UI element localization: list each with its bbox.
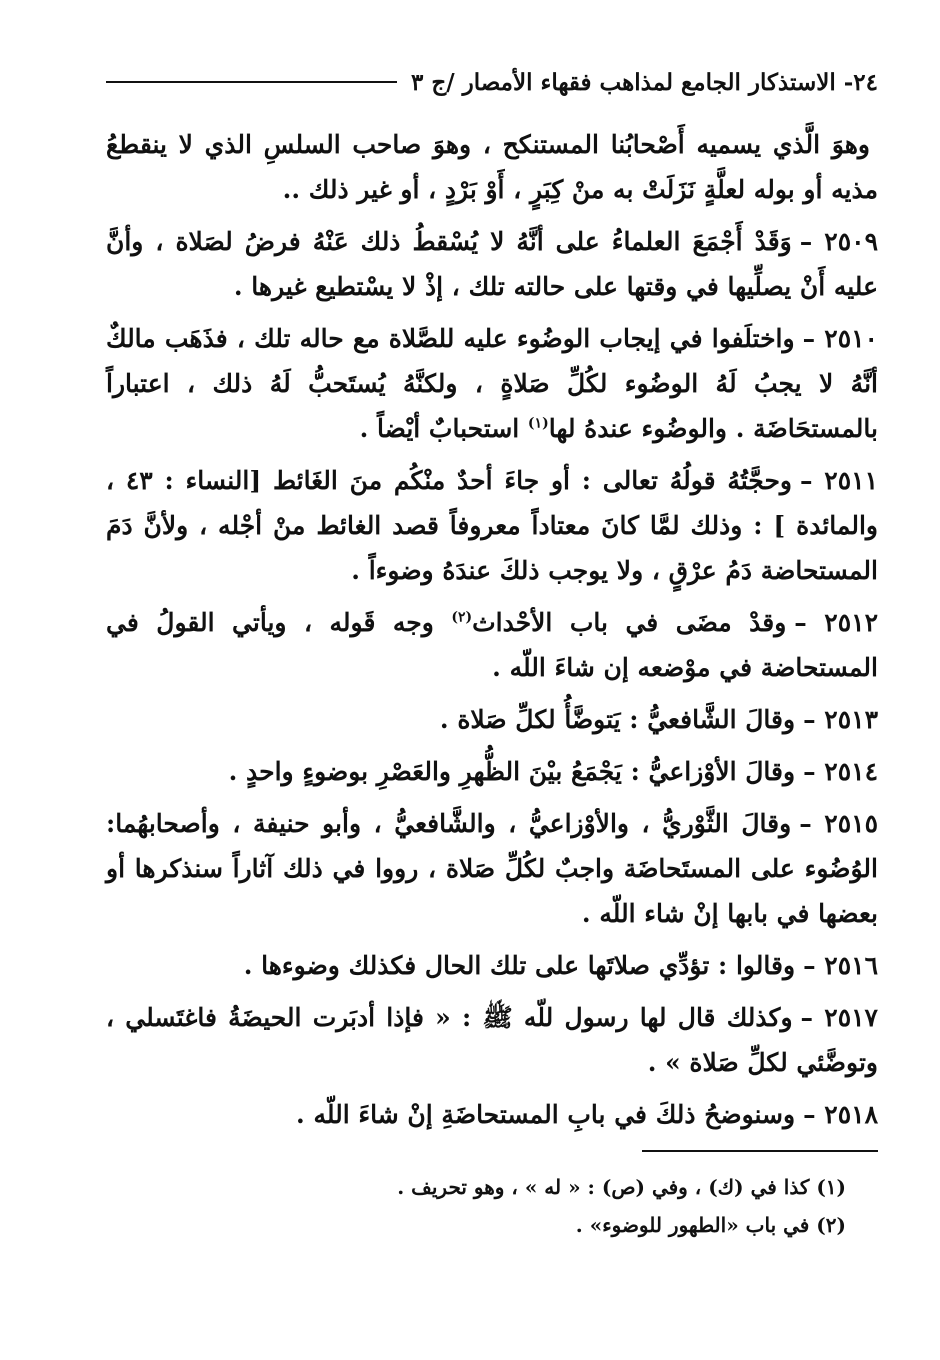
paragraph-text: وقدْ مضَى في باب الأحْداث [472,608,787,637]
paragraph-text: وقالوا : تؤدِّي صلاتَها على تلك الحال فكذلك وضوءها . [243,951,796,980]
running-title: ٢٤- الاستذكار الجامع لمذاهب فقهاء الأمصار /ج ٣ [410,68,878,96]
paragraph-text: وكذلك قال لها رسول للّه ﷺ : « فإذا أدبَرت الحيضَةُ فاغتَسلي ، وتوضَّئي لكلِّ صَلاة » . [106,1003,878,1077]
paragraph [106,1092,878,1137]
paragraph [106,219,878,309]
paragraph-number: ٢٥١٢ – [794,608,878,637]
footnotes [106,1168,846,1244]
main-text [106,122,878,1144]
footnote: (١) كذا في (ك) ، وفي (ص) : « له » ، وهو تحريف . [397,1175,846,1199]
paragraph-text: وقالَ الأوْزاعيُّ : يَجْمَعُ بيْنَ الظُّهرِ والعَصْرِ بوضوءٍ واحدٍ . [228,757,796,786]
paragraph [106,316,878,451]
paragraph-number: ٢٥١٠ – [802,324,878,353]
footnote-ref: (٢) [451,609,473,626]
paragraph [106,995,878,1085]
paragraph-text: وسنوضحُ ذلكَ في بابِ المستحاضَةِ إنْ شاءَ اللّه . [296,1100,796,1129]
paragraph-number: ٢٥١٨ – [803,1100,878,1129]
paragraph-number: ٢٥١٦ – [803,951,878,980]
paragraph-number: ٢٥١٧ – [800,1003,878,1032]
paragraph [106,458,878,593]
paragraph-number: ٢٥١٣ – [803,705,878,734]
paragraph-tail: وجه قَوله ، ويأتي القولُ في المستحاضة في موْضعه إن شاءَ اللّه . [106,608,878,682]
paragraph-text: وَقَدْ أَجْمَعَ العلماءُ على أنَّهُ لا يُسْقطُ ذلك عَنْهُ فرضُ لصَلاة ، وأنَّ عليه أَنْ يصلِّيها في وقتها على حالته تلك ، إذْ لا يسْتطيع غيرها . [106,227,878,301]
paragraph-text: وهوَ الَّذي يسميه أَصْحابُنا المستنكح ، وهوَ صاحب السلسِ الذي لا ينقطعُ مذيه أو بوله لعلَّةٍ نَزَلَتْ به منْ كِبَرٍ ، أَوْ بَرْدٍ ، أو غير ذلك .. [106,130,878,204]
paragraph [106,749,878,794]
paragraph [106,943,878,988]
paragraph [106,697,878,742]
paragraph-tail: استحبابٌ أيْضاً . [359,414,528,443]
footnote-ref: (١) [527,415,549,432]
paragraph [106,600,878,690]
paragraph-text: وحجَّتُهُ قولُهُ تعالى : أو جاءَ أحدٌ منْكُم منَ الغَائط [النساء : ٤٣ ، والمائدة ] : وذلك لمَّا كانَ معتاداً معروفاً قصد الغائط منْ أجْله ، ولأنَّ دَمَ المستحاضة دَمُ عرْقٍ ، ولا يوجب ذلكَ عندَهُ وضوءاً . [106,466,878,585]
paragraph-number: ٢٥١٤ – [803,757,878,786]
paragraph-number: ٢٥٠٩ – [799,227,878,256]
paragraph-text: واختلَفوا في إيجاب الوضُوء عليه للصَّلاة مع حاله تلك ، فذَهَب مالكٌ أنَّهُ لا يجبُ لَهُ الوضُوء لكُلِّ صَلاةٍ ، ولكنَّهُ يُستَحبُّ لَهُ ذلك ، اعتباراً بالمستحَاضَة . والوضُوء عندهُ لها [106,324,878,443]
page-header [106,64,878,100]
paragraph-number: ٢٥١٥ – [799,809,878,838]
header-rule [106,81,397,83]
paragraph-text: وقالَ الثَّوْريُّ ، والأوْزاعيُّ ، والشَّافعيُّ ، وأبو حنيفة ، وأصحابهُما: الوُضُوء على المستَحاضَة واجبٌ لكُلِّ صَلاة ، رووا في ذلك آثاراً سنذكرها أو بعضها في بابها إنْ شاء اللّه . [106,809,878,928]
paragraph [106,122,878,212]
footnote-rule [642,1150,878,1152]
footnote: (٢) في باب «الطهور للوضوء» . [575,1213,846,1237]
paragraph-text: وقالَ الشَّافعيُّ : يَتوضَّأُ لكلِّ صَلاة . [439,705,796,734]
paragraph-number: ٢٥١١ – [799,466,878,495]
paragraph [106,801,878,936]
